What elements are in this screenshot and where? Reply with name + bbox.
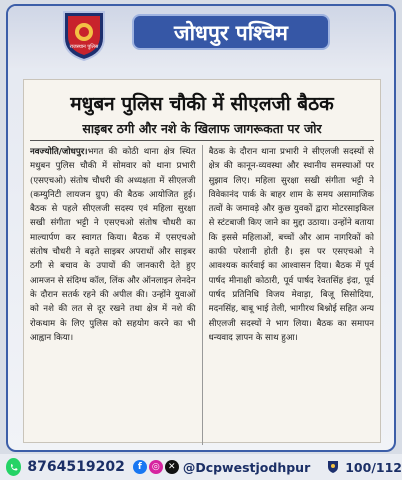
phone-number[interactable]: 8764519202 — [27, 459, 125, 475]
page-title: जोधपुर पश्चिम — [132, 14, 330, 50]
article-dateline: नवज्योति/जोधपुर। — [30, 147, 88, 157]
emergency-number-text: 100/112 — [345, 459, 402, 475]
whatsapp-icon[interactable] — [6, 458, 21, 476]
police-shield-icon — [326, 460, 340, 474]
x-twitter-icon[interactable]: ✕ — [165, 460, 179, 474]
article-subhead: साइबर ठगी और नशे के खिलाफ जागरूकता पर जोर — [30, 120, 374, 141]
article-columns — [30, 145, 374, 445]
header — [8, 6, 394, 68]
article-column-right: बैठक के दौरान थाना प्रभारी ने सीएलजी सदस्यों से क्षेत्र की कानून-व्यवस्था और स्थानीय समस्याओं पर सुझाव लिए। महिला सुरक्षा सखी संगीता भट्टी ने विवेकानंद पार्क के बाहर शाम के समय असामाजिक तत्वों के जमावड़े और कुछ युवकों द्वारा मोटरसाइकिल से स्टंटबाजी किए जाने का मुद्दा उठाया। उन्होंने बताया कि इससे महिलाओं, बच्चों और आम नागरिकों को काफी परेशानी होती है। इस पर एसएचओ ने आवश्यक कार्रवाई का आश्वासन दिया। बैठक में पूर्व पार्षद मीनाक्षी कोठारी, पूर्व पार्षद रेवतसिंह इंदा, पूर्व पार्षद प्रतिनिधि विजय मेवाड़ा, बिजू सिसोदिया, मदनसिंह, बाबू भाई तेली, भागीरथ बिश्नोई सहित अन्य सीएलजी सदस्यों ने भाग लिया। बैठक का समापन धन्यवाद ज्ञापन के साथ हुआ। — [208, 147, 374, 343]
contact-footer — [0, 454, 402, 480]
facebook-icon[interactable]: f — [133, 460, 147, 474]
emblem-text: राजस्थान पुलिस — [69, 44, 99, 50]
social-icons — [133, 460, 179, 474]
article-column-left — [30, 145, 196, 445]
emergency-number — [326, 460, 402, 475]
card-frame — [6, 4, 396, 452]
newspaper-clipping — [24, 80, 380, 442]
rajasthan-police-emblem-icon — [58, 8, 110, 62]
article-column-left-text: भगत की कोठी थाना क्षेत्र स्थित मधुबन पुलिस चौकी में सोमवार को थाना प्रभारी (एसएचओ) संतोष चौधरी की अध्यक्षता में सीएलजी (कम्युनिटी लायजन ग्रुप) की बैठक आयोजित हुई। बैठक से पहले सीएलजी सदस्य एवं महिला सुरक्षा सखी संगीता भट्टी ने एसएचओ संतोष चौधरी का माल्यार्पण कर स्वागत किया। बैठक में एसएचओ संतोष चौधरी ने बढ़ते साइबर अपराधों और साइबर ठगी से बचाव के उपायों की जानकारी देते हुए आमजन से संदिग्ध कॉल, लिंक और ऑनलाइन लेनदेन के दौरान सतर्क रहने की अपील की। उन्होंने युवाओं को नशे की लत से दूर रखने तथा क्षेत्र में नशे की रोकथाम के लिए पुलिस को सहयोग करने का भी आह्वान किया। — [30, 147, 196, 343]
instagram-icon[interactable]: ◎ — [149, 460, 163, 474]
column-divider — [202, 145, 203, 445]
social-handle[interactable]: @Dcpwestjodhpur — [182, 459, 311, 475]
article-headline: मधुबन पुलिस चौकी में सीएलजी बैठक — [70, 93, 334, 115]
